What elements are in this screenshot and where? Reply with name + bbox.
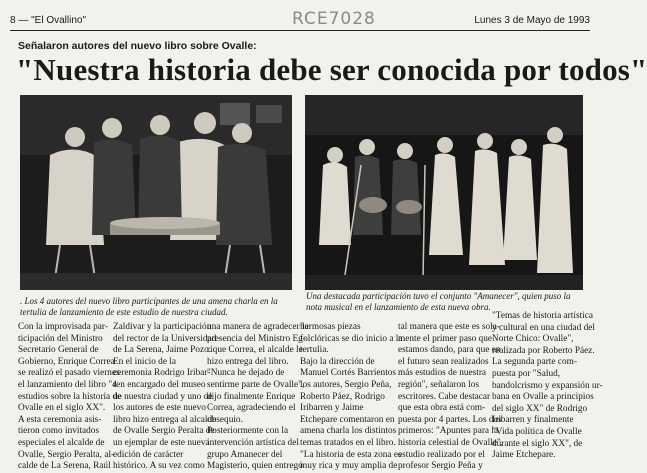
text-line: grupo Amanecer del bbox=[207, 449, 283, 460]
text-line: En el inicio de la bbox=[113, 356, 176, 367]
text-line: Correa, agradeciendo el bbox=[207, 403, 296, 414]
text-line: de nuestra ciudad y uno de bbox=[113, 391, 213, 402]
text-line: más estudios de nuestra bbox=[398, 368, 487, 379]
text-line: tertulia. bbox=[300, 345, 329, 356]
text-line: un ejemplar de este nueva bbox=[113, 437, 210, 448]
article-column-5 bbox=[398, 322, 503, 473]
page-reference: 8 — "El Ovallino" bbox=[10, 15, 87, 26]
text-line: "Vida política de Ovalle bbox=[492, 426, 582, 437]
text-line: bana en Ovalle a principios bbox=[492, 392, 594, 403]
authors-photo-caption: . Los 4 autores del nuevo libro participantes de una amena charla en la tertulia de lanzamiento de este estudio de nuestra ciudad. bbox=[20, 296, 278, 317]
article-headline: "Nuestra historia debe ser conocida por todos" bbox=[16, 52, 647, 87]
musical-group-photo-caption: Una destacada participación tuvo el conjunto "Amanecer", quien puso la nota musical en el lanzamiento de esta nueva obra. bbox=[306, 291, 571, 312]
article-column-4 bbox=[300, 322, 403, 473]
text-line: hizo entrega del libro. bbox=[207, 356, 289, 367]
text-line: estamos dando, para que en bbox=[398, 345, 501, 356]
text-line: una manera de agradecer la bbox=[207, 322, 309, 332]
article-column-2 bbox=[113, 322, 217, 473]
text-line: Ovalle, Sergio Peralta, al- bbox=[18, 449, 115, 460]
text-line: se realizó el pasado viernes bbox=[18, 368, 120, 379]
article-column-1 bbox=[18, 322, 122, 473]
text-line: hermosas piezas bbox=[300, 322, 361, 332]
text-line: amena charla los distintos bbox=[300, 426, 397, 437]
article-column-3 bbox=[207, 322, 309, 473]
text-line: intervención artística del bbox=[207, 437, 299, 448]
text-line: presencia del Ministro Eg- bbox=[207, 333, 306, 344]
text-line: el futuro sean realizados bbox=[398, 356, 489, 367]
text-line: Secretario General de bbox=[18, 345, 99, 356]
text-line: de Ovalle Sergio Peralta de bbox=[113, 426, 215, 437]
text-line: los autores, Sergio Peña, bbox=[300, 379, 392, 390]
text-line: Con la improvisada par- bbox=[18, 322, 108, 332]
text-line: profesor Sergio Peña y bbox=[398, 461, 483, 472]
text-line: realizada por Roberto Páez. bbox=[492, 345, 595, 356]
text-line: estudios sobre la historia de bbox=[18, 391, 122, 402]
text-line: región", señalaron los bbox=[398, 379, 479, 390]
header-rule bbox=[10, 30, 590, 31]
text-line: A esta ceremonia asis- bbox=[18, 414, 102, 425]
text-line: tal manera que este es sola- bbox=[398, 322, 500, 332]
text-line: ren encargado del museo bbox=[113, 379, 206, 390]
text-line: estudio realizado por el bbox=[398, 449, 485, 460]
text-line: Zaldívar y la participación bbox=[113, 322, 212, 332]
text-line: historia celestial de Ovalle", bbox=[398, 437, 503, 448]
text-line: La segunda parte com- bbox=[492, 357, 577, 368]
text-line: Iribarren y Jaime bbox=[300, 403, 364, 414]
text-line: que esta obra está com- bbox=[398, 403, 486, 414]
text-line: dijo finalmente Enrique bbox=[207, 391, 296, 402]
text-line: Jaime Etchepare. bbox=[492, 450, 556, 461]
text-line: especiales el alcalde de bbox=[18, 437, 105, 448]
text-line: obsequio. bbox=[207, 414, 243, 425]
text-line: edición de carácter bbox=[113, 449, 184, 460]
text-line: Iribarren y finalmente bbox=[492, 415, 574, 426]
text-line: Posteriormente con la bbox=[207, 426, 289, 437]
text-line: de La Serena, Jaime Pozo. bbox=[113, 345, 212, 356]
text-line: el lanzamiento del libro "4 bbox=[18, 379, 117, 390]
text-line: "Temas de historia artística bbox=[492, 311, 593, 321]
text-line: Magisterio, quien entregó bbox=[207, 461, 303, 472]
text-line: primeros: "Apuntes para la bbox=[398, 426, 499, 437]
text-line: y cultural en una ciudad del bbox=[492, 322, 596, 333]
authors-photo bbox=[20, 95, 292, 290]
text-line: Gobierno, Enrique Correa bbox=[18, 356, 115, 367]
text-line: Norte Chico: Ovalle", bbox=[492, 334, 574, 345]
text-line: "La historia de esta zona es bbox=[300, 449, 402, 460]
text-line: sentirme parte de Ovalle", bbox=[207, 379, 305, 390]
text-line: durante el siglo XX", de bbox=[492, 438, 583, 449]
text-line: rique Correa, el alcalde le bbox=[207, 345, 303, 356]
text-line: calde de La Serena, Raúl bbox=[18, 461, 111, 472]
text-line: mente el primer paso que bbox=[398, 333, 492, 344]
text-line: del siglo XX" de Rodrigo bbox=[492, 403, 588, 414]
text-line: ticipación del Ministro bbox=[18, 333, 103, 344]
text-line: Etchepare comentaron en bbox=[300, 414, 395, 425]
text-line: Manuel Cortés Barrientos bbox=[300, 368, 397, 379]
archive-stamp: RCE7028 bbox=[292, 9, 376, 29]
text-line: escritores. Cabe destacar bbox=[398, 391, 491, 402]
text-line: muy rica y muy amplia de bbox=[300, 461, 398, 472]
article-column-6 bbox=[492, 311, 603, 462]
text-line: Roberto Páez, Rodrigo bbox=[300, 391, 385, 402]
musical-group-photo bbox=[305, 95, 583, 290]
text-line: temas tratados en el libro. bbox=[300, 437, 396, 448]
text-line: bandolcrismo y expansión ur- bbox=[492, 380, 603, 391]
text-line: Ovalle en el siglo XX". bbox=[18, 403, 106, 414]
text-line: los autores de este nuevo bbox=[113, 403, 206, 414]
text-line: libro hizo entrega al alcalde bbox=[113, 414, 217, 425]
text-line: del rector de la Universidad bbox=[113, 333, 217, 344]
text-line: "Nunca he dejado de bbox=[207, 368, 285, 379]
publication-date: Lunes 3 de Mayo de 1993 bbox=[474, 15, 590, 26]
text-line: ceremonia Rodrigo Iribar- bbox=[113, 368, 211, 379]
text-line: folclóricas se dio inicio a la bbox=[300, 333, 403, 344]
text-line: histórico. A su vez como bbox=[113, 461, 205, 472]
text-line: puesta por "Salud, bbox=[492, 368, 561, 379]
text-line: Bajo la dirección de bbox=[300, 356, 375, 367]
text-line: puesta por 4 partes. Los dos bbox=[398, 414, 502, 425]
article-kicker: Señalaron autores del nuevo libro sobre Ovalle: bbox=[18, 40, 257, 52]
text-line: tieron como invitados bbox=[18, 426, 100, 437]
